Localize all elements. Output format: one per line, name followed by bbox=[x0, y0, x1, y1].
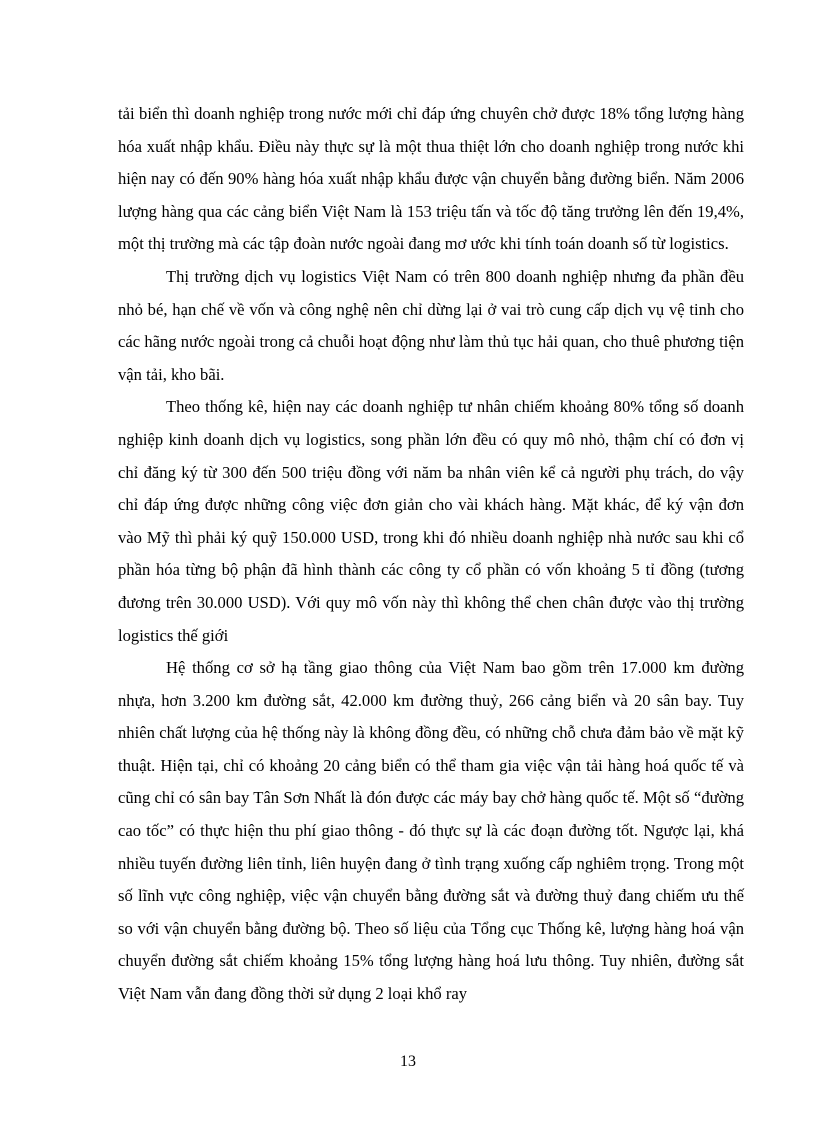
paragraph-sea-transport: tải biển thì doanh nghiệp trong nước mới chỉ đáp ứng chuyên chở được 18% tổng lượng hàng hóa xuất nhập khẩu. Điều này thực sự là một thua thiệt lớn cho doanh nghiệp trong nước khi hiện nay có đến 90% hàng hóa xuất nhập khẩu được vận chuyển bằng đường biển. Năm 2006 lượng hàng qua các cảng biển Việt Nam là 153 triệu tấn và tốc độ tăng trưởng lên đến 19,4%, một thị trường mà các tập đoàn nước ngoài đang mơ ước khi tính toán doanh số từ logistics. bbox=[118, 104, 744, 254]
paragraph-logistics-market: Thị trường dịch vụ logistics Việt Nam có trên 800 doanh nghiệp nhưng đa phần đều nhỏ bé, hạn chế về vốn và công nghệ nên chỉ dừng lại ở vai trò cung cấp dịch vụ vệ tinh cho các hãng nước ngoài trong cả chuỗi hoạt động như làm thủ tục hải quan, cho thuê phương tiện vận tải, kho bãi. bbox=[118, 266, 744, 384]
page-number: 13 bbox=[400, 1053, 416, 1070]
paragraph-private-enterprises: Theo thống kê, hiện nay các doanh nghiệp tư nhân chiếm khoảng 80% tổng số doanh nghiệp kinh doanh dịch vụ logistics, song phần lớn đều có quy mô nhỏ, thậm chí có đơn vị chỉ đăng ký từ 300 đến 500 triệu đồng với năm ba nhân viên kể cả người phụ trách, do vậy chỉ đáp ứng được những công việc đơn giản cho vài khách hàng. Mặt khác, để ký vận đơn vào Mỹ thì phải ký quỹ 150.000 USD, trong khi đó nhiều doanh nghiệp nhà nước sau khi cổ phần hóa từng bộ phận đã hình thành các công ty cổ phần có vốn khoảng 5 tỉ đồng (tương đương trên 30.000 USD). Với quy mô vốn này thì không thể chen chân được vào thị trường logistics thế giới bbox=[118, 397, 744, 645]
document-body bbox=[118, 98, 744, 1011]
paragraph-infrastructure: Hệ thống cơ sở hạ tầng giao thông của Việt Nam bao gồm trên 17.000 km đường nhựa, hơn 3.200 km đường sắt, 42.000 km đường thuỷ, 266 cảng biển và 20 sân bay. Tuy nhiên chất lượng của hệ thống này là không đồng đều, có những chỗ chưa đảm bảo về mặt kỹ thuật. Hiện tại, chỉ có khoảng 20 cảng biển có thể tham gia việc vận tải hàng hoá quốc tế và cũng chỉ có sân bay Tân Sơn Nhất là đón được các máy bay chở hàng quốc tế. Một số “đường cao tốc” có thực hiện thu phí giao thông - đó thực sự là các đoạn đường tốt. Ngược lại, khá nhiều tuyến đường liên tỉnh, liên huyện đang ở tình trạng xuống cấp nghiêm trọng. Trong một số lĩnh vực công nghiệp, việc vận chuyển bằng đường sắt và đường thuỷ đang chiếm ưu thế so với vận chuyển bằng đường bộ. Theo số liệu của Tổng cục Thống kê, lượng hàng hoá vận chuyển đường sắt chiếm khoảng 15% tổng lượng hàng hoá lưu thông. Tuy nhiên, đường sắt Việt Nam vẫn đang đồng thời sử dụng 2 loại khổ ray bbox=[118, 658, 744, 1004]
